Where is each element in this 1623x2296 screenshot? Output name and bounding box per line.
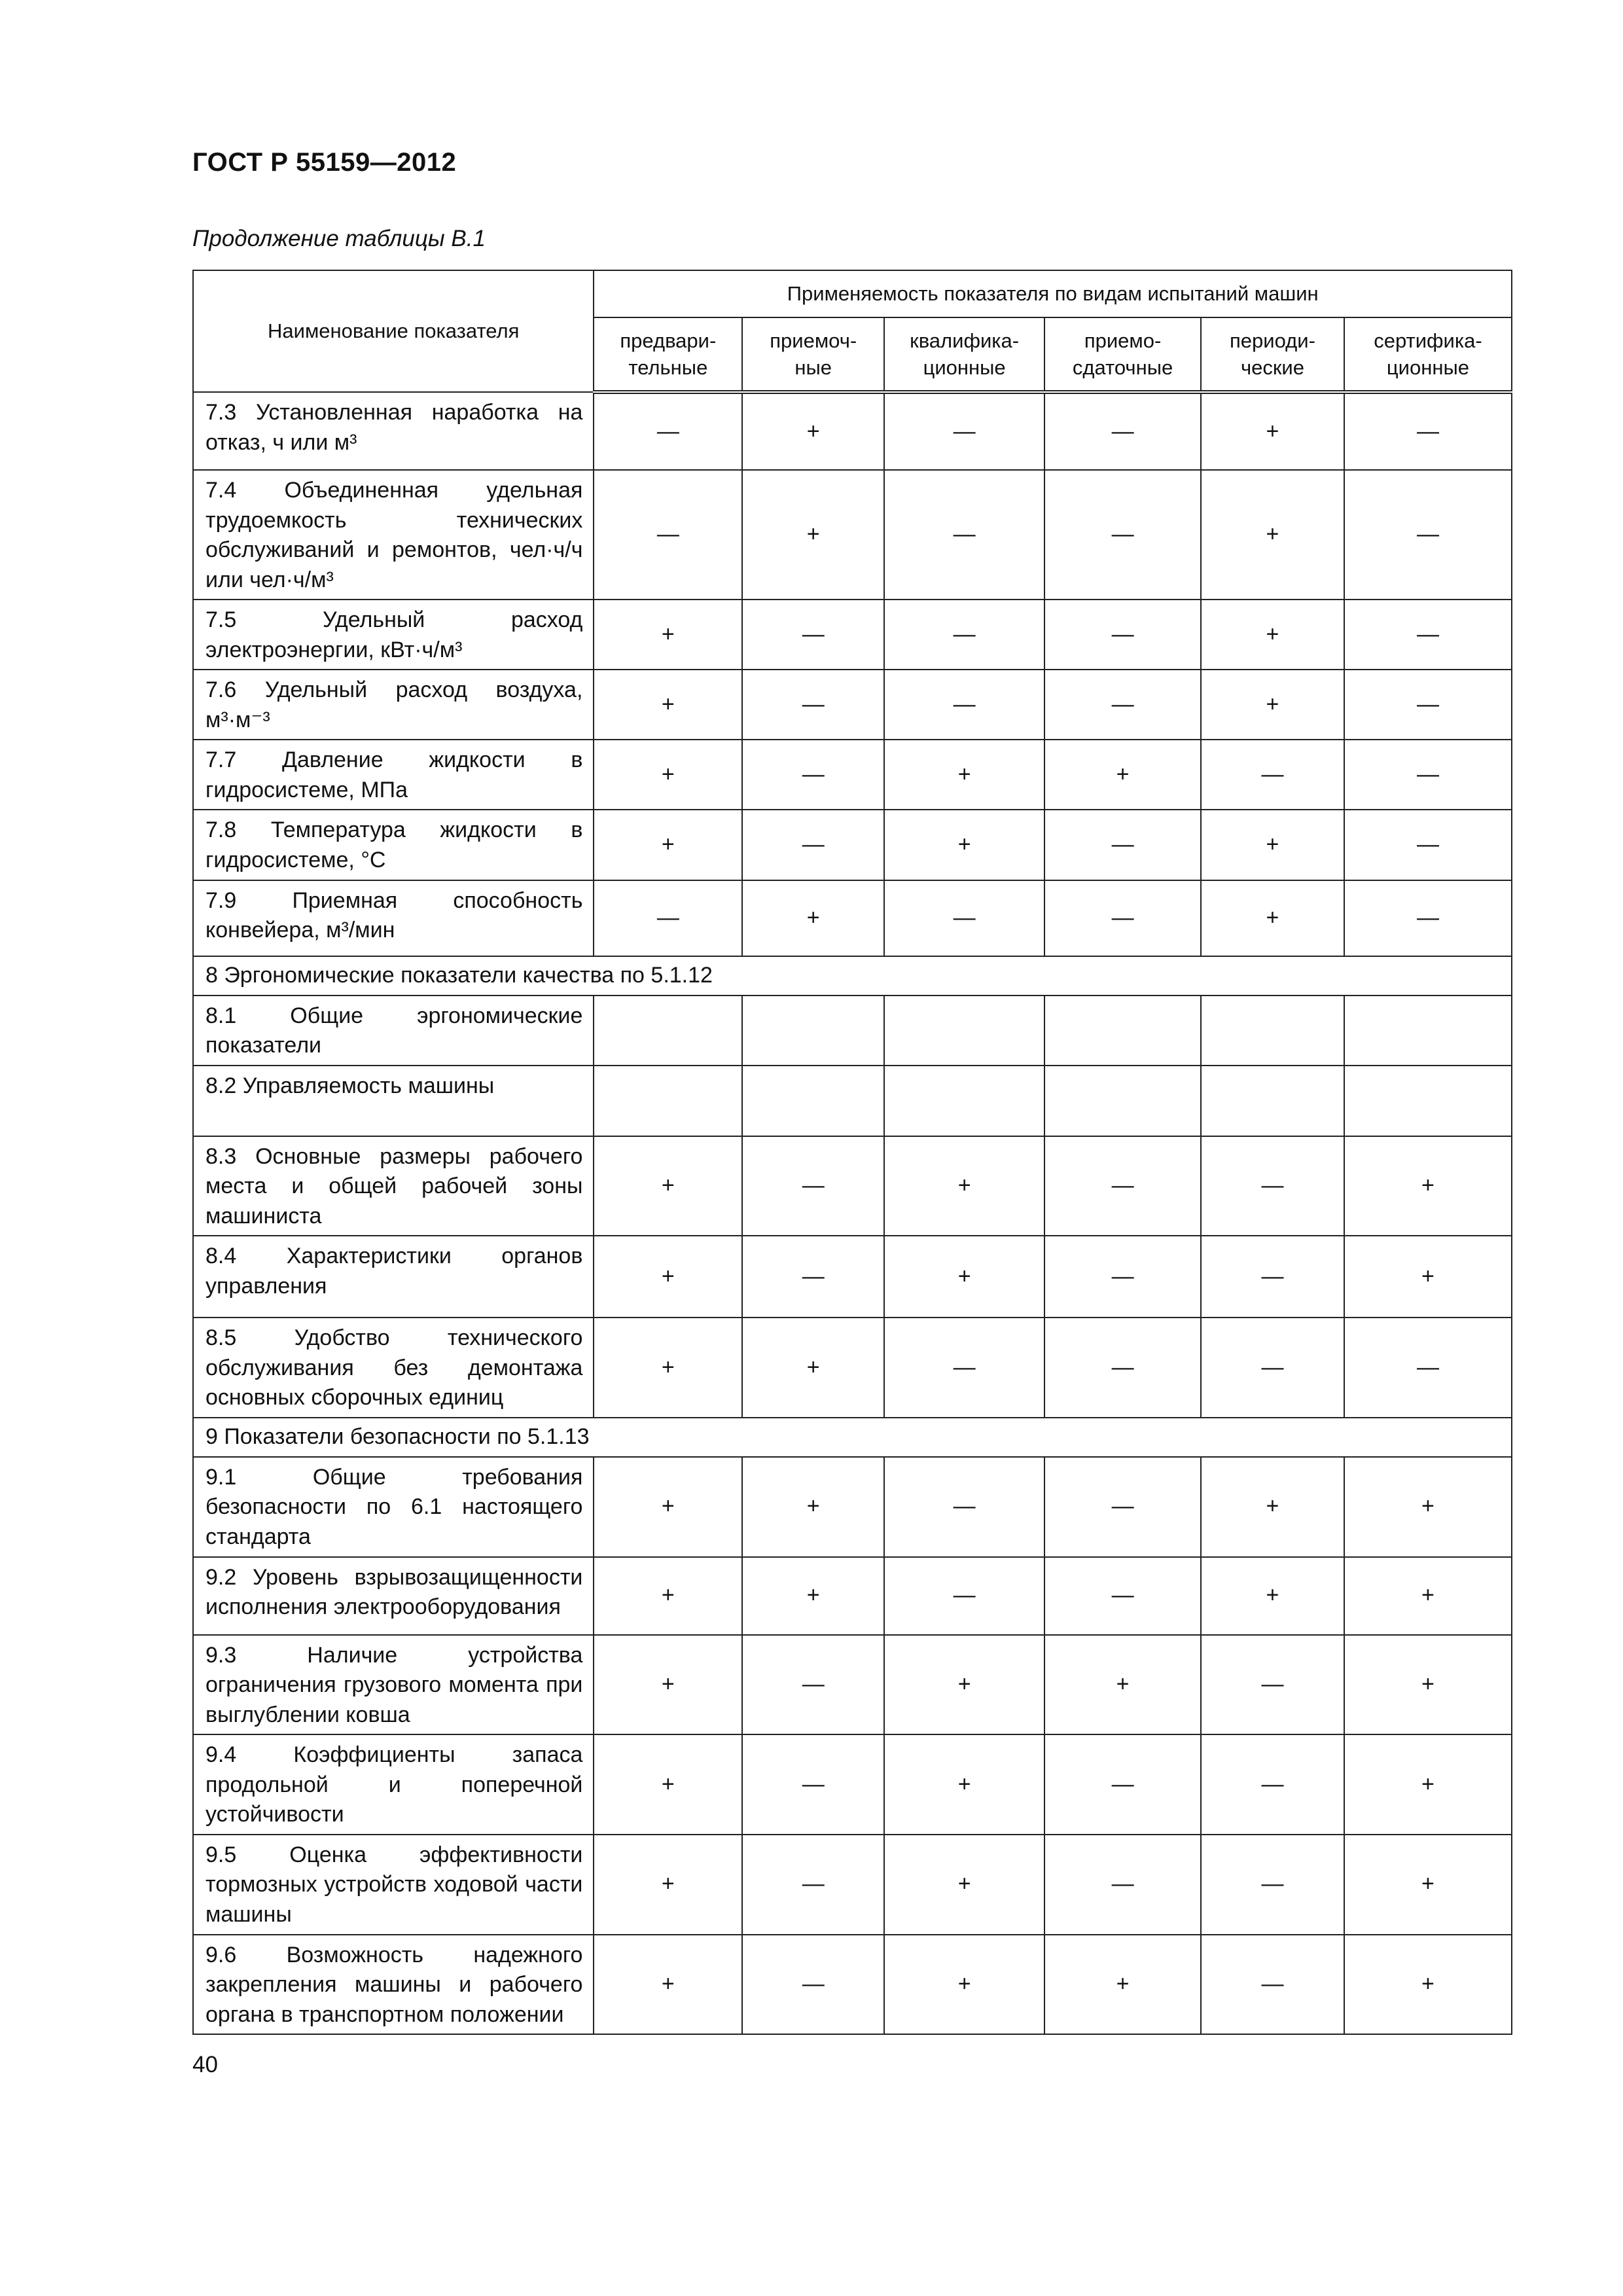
indicator-name: 8.2 Управляемость машины: [193, 1066, 594, 1136]
table-row: [193, 1557, 1512, 1635]
indicator-name: 9.6 Возможность надежного закрепления машины и рабочего органа в транспортном положении: [193, 1935, 594, 2035]
applicability-preliminary: +: [594, 740, 742, 810]
table-header: [193, 270, 1512, 392]
applicability-periodic: —: [1201, 1236, 1344, 1318]
section-row: [193, 1418, 1512, 1457]
table-row: [193, 1236, 1512, 1318]
indicator-name: 8.4 Характеристики органов управления: [193, 1236, 594, 1318]
applicability-preliminary: —: [594, 392, 742, 470]
applicability-periodic: +: [1201, 810, 1344, 880]
column-header-periodic: периоди- ческие: [1201, 317, 1344, 392]
applicability-handover: —: [1044, 1236, 1201, 1318]
table-row: [193, 600, 1512, 670]
table-row: [193, 1066, 1512, 1136]
applicability-qualification: [884, 1066, 1044, 1136]
applicability-qualification: [884, 996, 1044, 1066]
indicator-name: 8.1 Общие эргономические показатели: [193, 996, 594, 1066]
applicability-certification: —: [1344, 740, 1512, 810]
applicability-handover: +: [1044, 1635, 1201, 1735]
table-row: [193, 670, 1512, 740]
column-header-preliminary: предвари- тельные: [594, 317, 742, 392]
applicability-preliminary: [594, 996, 742, 1066]
table-body: [193, 392, 1512, 2034]
indicator-name: 9.5 Оценка эффективности тормозных устройств ходовой части машины: [193, 1835, 594, 1935]
applicability-acceptance: —: [742, 1236, 884, 1318]
applicability-handover: —: [1044, 670, 1201, 740]
indicator-name: 7.9 Приемная способность конвейера, м³/мин: [193, 880, 594, 956]
applicability-qualification: +: [884, 810, 1044, 880]
applicability-handover: +: [1044, 1935, 1201, 2035]
applicability-handover: —: [1044, 392, 1201, 470]
applicability-preliminary: +: [594, 600, 742, 670]
applicability-handover: —: [1044, 470, 1201, 600]
table-row: [193, 1136, 1512, 1236]
applicability-periodic: —: [1201, 1136, 1344, 1236]
applicability-acceptance: +: [742, 1318, 884, 1418]
applicability-acceptance: —: [742, 1635, 884, 1735]
applicability-certification: +: [1344, 1136, 1512, 1236]
applicability-preliminary: +: [594, 810, 742, 880]
table-row: [193, 880, 1512, 956]
applicability-acceptance: —: [742, 670, 884, 740]
applicability-qualification: —: [884, 392, 1044, 470]
applicability-periodic: +: [1201, 1457, 1344, 1557]
applicability-preliminary: +: [594, 1835, 742, 1935]
applicability-qualification: —: [884, 1557, 1044, 1635]
applicability-periodic: +: [1201, 600, 1344, 670]
applicability-preliminary: —: [594, 470, 742, 600]
applicability-certification: +: [1344, 1734, 1512, 1835]
applicability-acceptance: —: [742, 1835, 884, 1935]
applicability-certification: —: [1344, 392, 1512, 470]
applicability-periodic: +: [1201, 880, 1344, 956]
column-header-certification: сертифика- ционные: [1344, 317, 1512, 392]
table-row: [193, 1318, 1512, 1418]
indicator-name: 8.5 Удобство технического обслуживания без демонтажа основных сборочных единиц: [193, 1318, 594, 1418]
applicability-certification: +: [1344, 1835, 1512, 1935]
applicability-certification: —: [1344, 470, 1512, 600]
indicator-name-header: Наименование показателя: [193, 270, 594, 392]
test-types-group-header: Применяемость показателя по видам испытаний машин: [594, 270, 1512, 317]
applicability-qualification: —: [884, 1318, 1044, 1418]
applicability-qualification: —: [884, 470, 1044, 600]
applicability-qualification: +: [884, 1635, 1044, 1735]
applicability-preliminary: +: [594, 1236, 742, 1318]
applicability-certification: —: [1344, 810, 1512, 880]
applicability-table: [192, 270, 1512, 2035]
applicability-preliminary: +: [594, 1734, 742, 1835]
applicability-periodic: —: [1201, 1935, 1344, 2035]
applicability-preliminary: +: [594, 1935, 742, 2035]
section-title: 9 Показатели безопасности по 5.1.13: [193, 1418, 1512, 1457]
table-row: [193, 810, 1512, 880]
indicator-name: 9.2 Уровень взрывозащищенности исполнения электрооборудования: [193, 1557, 594, 1635]
header-row-group: [193, 270, 1512, 317]
applicability-periodic: +: [1201, 1557, 1344, 1635]
applicability-handover: [1044, 1066, 1201, 1136]
applicability-qualification: +: [884, 1835, 1044, 1935]
applicability-preliminary: +: [594, 1457, 742, 1557]
indicator-name: 8.3 Основные размеры рабочего места и общей рабочей зоны машиниста: [193, 1136, 594, 1236]
applicability-preliminary: +: [594, 1557, 742, 1635]
applicability-acceptance: —: [742, 600, 884, 670]
applicability-certification: +: [1344, 1557, 1512, 1635]
applicability-handover: —: [1044, 1457, 1201, 1557]
table-row: [193, 392, 1512, 470]
applicability-handover: —: [1044, 1318, 1201, 1418]
applicability-qualification: —: [884, 880, 1044, 956]
applicability-periodic: +: [1201, 470, 1344, 600]
indicator-name: 9.4 Коэффициенты запаса продольной и поперечной устойчивости: [193, 1734, 594, 1835]
table-row: [193, 996, 1512, 1066]
indicator-name: 7.8 Температура жидкости в гидросистеме, °С: [193, 810, 594, 880]
table-row: [193, 1935, 1512, 2035]
applicability-qualification: +: [884, 740, 1044, 810]
column-header-acceptance: приемоч- ные: [742, 317, 884, 392]
applicability-handover: [1044, 996, 1201, 1066]
applicability-certification: —: [1344, 600, 1512, 670]
table-row: [193, 1734, 1512, 1835]
applicability-periodic: [1201, 996, 1344, 1066]
applicability-acceptance: —: [742, 1734, 884, 1835]
applicability-acceptance: +: [742, 880, 884, 956]
applicability-preliminary: +: [594, 1635, 742, 1735]
applicability-preliminary: +: [594, 1318, 742, 1418]
indicator-name: 9.3 Наличие устройства ограничения грузового момента при выглублении ковша: [193, 1635, 594, 1735]
applicability-qualification: +: [884, 1734, 1044, 1835]
applicability-qualification: +: [884, 1935, 1044, 2035]
applicability-certification: —: [1344, 1318, 1512, 1418]
applicability-qualification: —: [884, 670, 1044, 740]
applicability-certification: +: [1344, 1457, 1512, 1557]
applicability-qualification: +: [884, 1136, 1044, 1236]
applicability-acceptance: —: [742, 810, 884, 880]
indicator-name: 9.1 Общие требования безопасности по 6.1 настоящего стандарта: [193, 1457, 594, 1557]
table-row: [193, 1457, 1512, 1557]
section-title: 8 Эргономические показатели качества по 5.1.12: [193, 956, 1512, 996]
applicability-handover: —: [1044, 1136, 1201, 1236]
applicability-preliminary: +: [594, 1136, 742, 1236]
indicator-name: 7.5 Удельный расход электроэнергии, кВт·ч/м³: [193, 600, 594, 670]
applicability-preliminary: —: [594, 880, 742, 956]
applicability-acceptance: —: [742, 1136, 884, 1236]
applicability-preliminary: [594, 1066, 742, 1136]
applicability-periodic: —: [1201, 1635, 1344, 1735]
applicability-qualification: —: [884, 600, 1044, 670]
table-row: [193, 470, 1512, 600]
applicability-handover: —: [1044, 880, 1201, 956]
table-row: [193, 740, 1512, 810]
applicability-certification: —: [1344, 670, 1512, 740]
indicator-name: 7.4 Объединенная удельная трудоемкость технических обслуживаний и ремонтов, чел·ч/ч или чел·ч/м³: [193, 470, 594, 600]
indicator-name: 7.7 Давление жидкости в гидросистеме, МПа: [193, 740, 594, 810]
table-row: [193, 1635, 1512, 1735]
indicator-name: 7.6 Удельный расход воздуха, м³·м⁻³: [193, 670, 594, 740]
applicability-acceptance: [742, 996, 884, 1066]
applicability-acceptance: [742, 1066, 884, 1136]
applicability-periodic: —: [1201, 1734, 1344, 1835]
applicability-handover: —: [1044, 810, 1201, 880]
applicability-handover: —: [1044, 1734, 1201, 1835]
applicability-periodic: —: [1201, 1835, 1344, 1935]
applicability-acceptance: —: [742, 1935, 884, 2035]
column-header-qualification: квалифика- ционные: [884, 317, 1044, 392]
document-header: ГОСТ Р 55159—2012: [192, 148, 457, 177]
column-header-handover: приемо- сдаточные: [1044, 317, 1201, 392]
applicability-periodic: —: [1201, 1318, 1344, 1418]
applicability-handover: —: [1044, 1557, 1201, 1635]
page-number: 40: [192, 2052, 218, 2077]
applicability-periodic: —: [1201, 740, 1344, 810]
applicability-acceptance: +: [742, 392, 884, 470]
applicability-certification: +: [1344, 1635, 1512, 1735]
applicability-certification: +: [1344, 1935, 1512, 2035]
table-caption: Продолжение таблицы В.1: [192, 226, 486, 251]
applicability-handover: +: [1044, 740, 1201, 810]
section-row: [193, 956, 1512, 996]
applicability-acceptance: +: [742, 470, 884, 600]
applicability-qualification: +: [884, 1236, 1044, 1318]
applicability-handover: —: [1044, 600, 1201, 670]
table-row: [193, 1835, 1512, 1935]
applicability-qualification: —: [884, 1457, 1044, 1557]
applicability-acceptance: +: [742, 1557, 884, 1635]
applicability-handover: —: [1044, 1835, 1201, 1935]
applicability-periodic: +: [1201, 392, 1344, 470]
applicability-periodic: +: [1201, 670, 1344, 740]
applicability-periodic: [1201, 1066, 1344, 1136]
applicability-certification: [1344, 996, 1512, 1066]
applicability-acceptance: +: [742, 1457, 884, 1557]
applicability-preliminary: +: [594, 670, 742, 740]
applicability-certification: +: [1344, 1236, 1512, 1318]
applicability-certification: —: [1344, 880, 1512, 956]
indicator-name: 7.3 Установленная наработка на отказ, ч или м³: [193, 392, 594, 470]
applicability-certification: [1344, 1066, 1512, 1136]
applicability-acceptance: —: [742, 740, 884, 810]
